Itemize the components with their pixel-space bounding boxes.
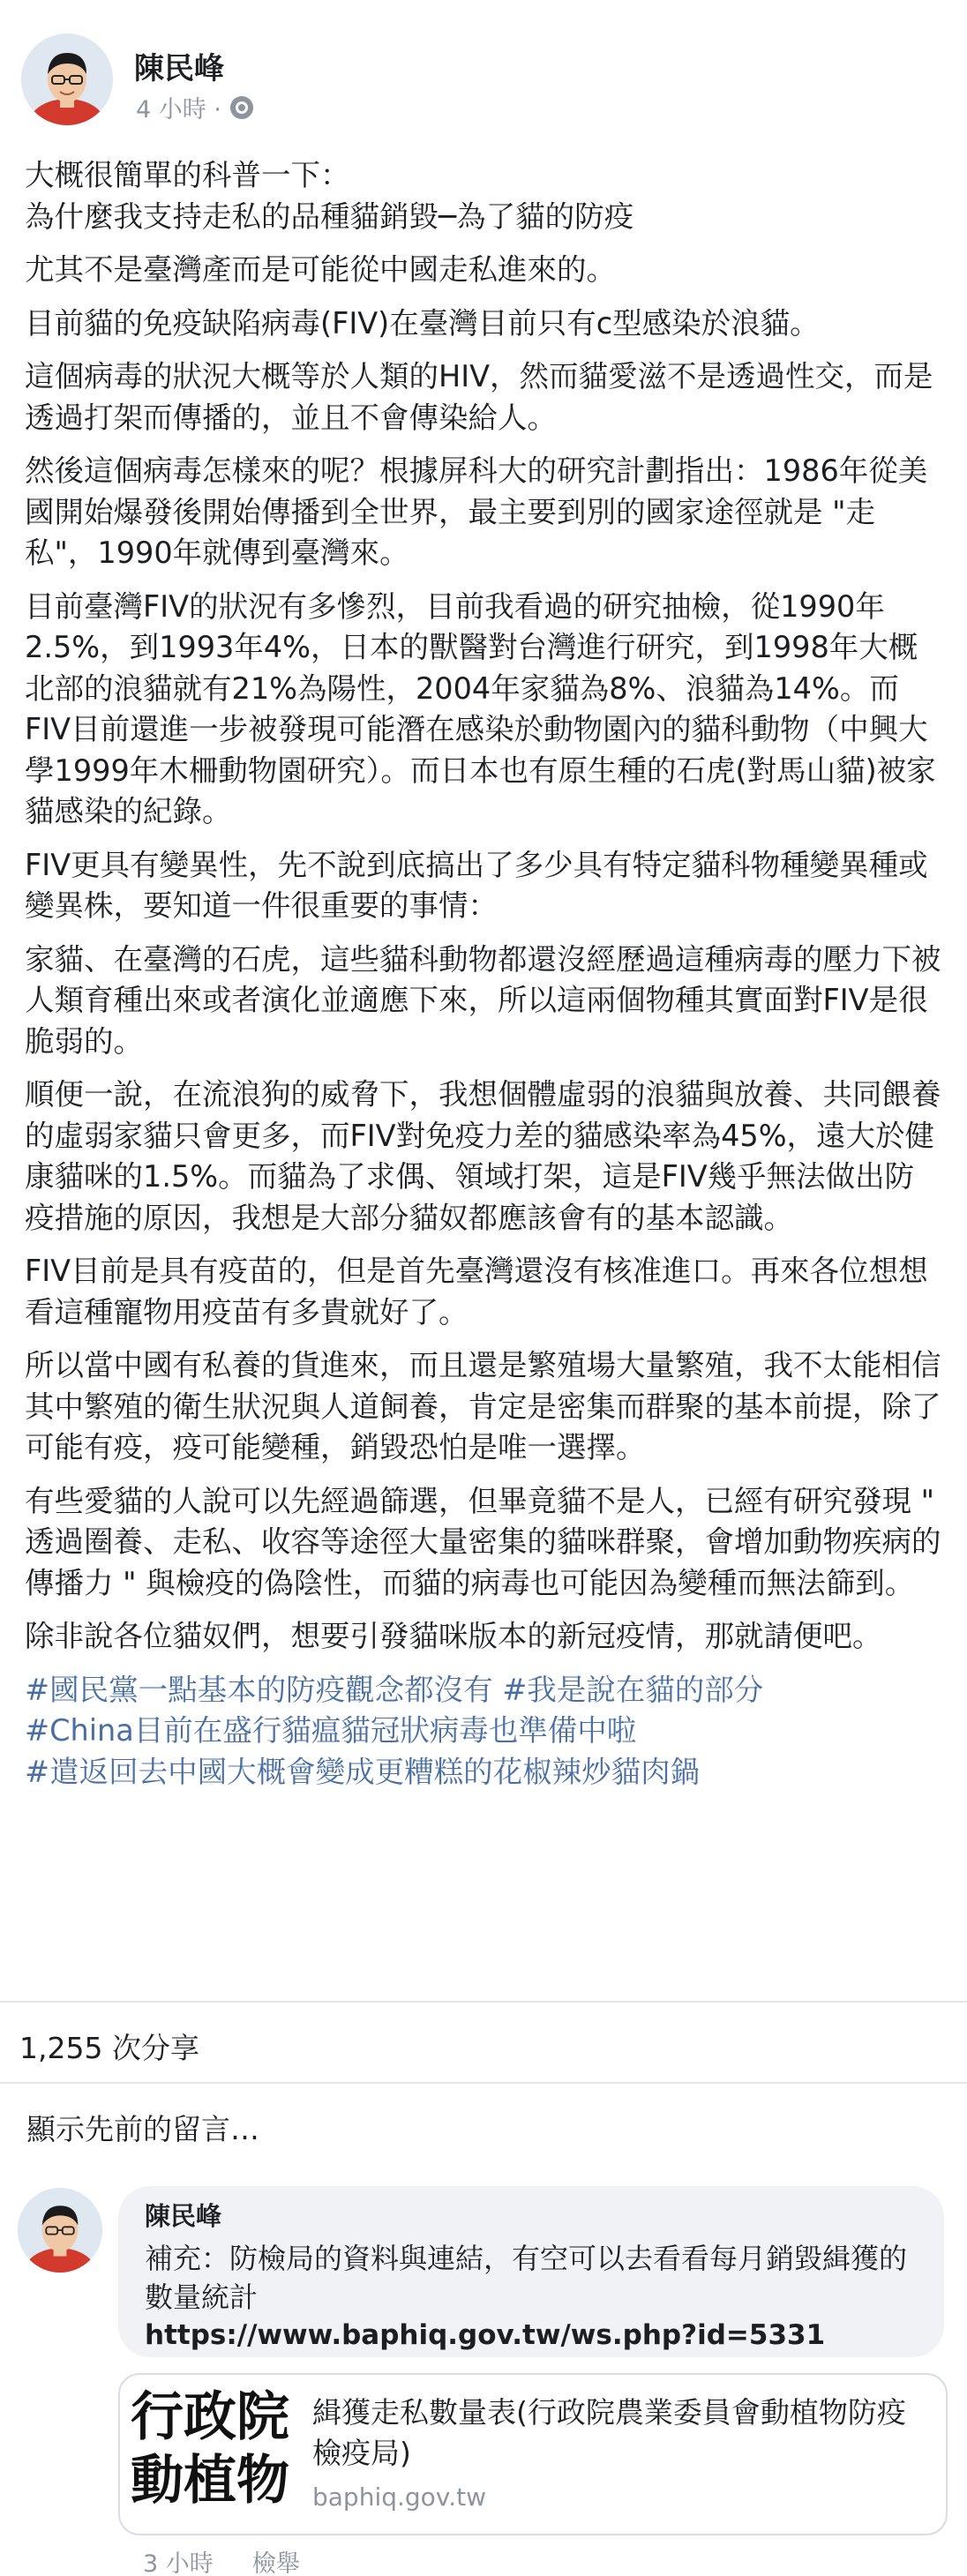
post-meta xyxy=(136,90,253,124)
post-paragraph: 目前臺灣FIV的狀況有多慘烈，目前我看過的研究抽檢，從1990年2.5%，到1993年4%，日本的獸醫對台灣進行研究，到1998年大概北部的浪貓就有21%為陽性，2004年家貓為8%、浪貓為14%。而FIV目前還進一步被發現可能潛在感染於動物園內的貓科動物（中興大學1999年木柵動物園研究）。而日本也有原生種的石虎(對馬山貓)被家貓感染的紀錄。 xyxy=(25,588,936,828)
hashtag-line[interactable]: #遣返回去中國大概會變成更糟糕的花椒辣炒貓肉鍋 xyxy=(25,1754,701,1789)
post-time[interactable]: 4 小時 · xyxy=(136,96,221,124)
link-title[interactable]: 緝獲走私數量表(行政院農業委員會動植物防疫檢疫局) xyxy=(312,2395,906,2470)
divider xyxy=(0,2001,967,2003)
comment-time[interactable]: 3 小時 xyxy=(143,2550,214,2576)
thumbnail-line: 動植物 xyxy=(131,2450,289,2512)
show-previous-comments[interactable]: 顯示先前的留言… xyxy=(26,2112,259,2146)
post-paragraphs xyxy=(25,155,942,1658)
commenter-avatar[interactable] xyxy=(18,2188,102,2273)
globe-icon xyxy=(230,96,253,119)
post-paragraph: FIV目前是具有疫苗的，但是首先臺灣還沒有核准進口。再來各位想想看這種寵物用疫苗有多貴就好了。 xyxy=(25,1254,928,1329)
thumbnail-text xyxy=(131,2385,296,2512)
comment-author[interactable]: 陳民峰 xyxy=(145,2201,222,2231)
post-paragraph: 家貓、在臺灣的石虎，這些貓科動物都還沒經歷過這種病毒的壓力下被人類育種出來或者演化並適應下來，所以這兩個物種其實面對FIV是很脆弱的。 xyxy=(25,941,941,1059)
post-paragraph: FIV更具有變異性，先不說到底搞出了多少具有特定貓科物種變異種或變異株，要知道一件很重要的事情： xyxy=(25,847,928,923)
hashtags xyxy=(25,1670,942,1793)
post-paragraph: 除非說各位貓奴們，想要引發貓咪版本的新冠疫情，那就請便吧。 xyxy=(25,1619,882,1653)
link-preview-card[interactable] xyxy=(118,2373,948,2535)
comment-bubble xyxy=(118,2186,944,2357)
post-paragraph: 尤其不是臺灣產而是可能從中國走私進來的。 xyxy=(25,252,616,287)
share-count[interactable]: 1,255 次分享 xyxy=(19,2031,199,2065)
post-body xyxy=(25,155,942,1793)
comment-link[interactable]: https://www.baphiq.gov.tw/ws.php?id=5331 xyxy=(145,2319,826,2351)
comment-actions xyxy=(143,2544,300,2576)
post-paragraph: 然後這個病毒怎樣來的呢？根據屏科大的研究計劃指出：1986年從美國開始爆發後開始傳播到全世界，最主要到別的國家途徑就是 "走私"，1990年就傳到臺灣來。 xyxy=(25,453,928,570)
post-paragraph: 大概很簡單的科普一下： 為什麼我支持走私的品種貓銷毀─為了貓的防疫 xyxy=(25,158,634,234)
author-avatar[interactable] xyxy=(21,34,113,125)
post-paragraph: 所以當中國有私養的貨進來，而且還是繁殖場大量繁殖，我不太能相信其中繁殖的衛生狀況與人道飼養，肯定是密集而群聚的基本前提，除了可能有疫，疫可能變種，銷毀恐怕是唯一選擇。 xyxy=(25,1348,941,1464)
divider xyxy=(0,2082,967,2084)
post-paragraph: 順便一說，在流浪狗的威脅下，我想個體虛弱的浪貓與放養、共同餵養的虛弱家貓只會更多，而FIV對免疫力差的貓感染率為45%，遠大於健康貓咪的1.5%。而貓為了求偶、領域打架，這是FIV幾乎無法做出防疫措施的原因，我想是大部分貓奴都應該會有的基本認識。 xyxy=(25,1077,941,1235)
hashtag-line[interactable]: #China目前在盛行貓瘟貓冠狀病毒也準備中啦 xyxy=(25,1713,637,1748)
link-domain: baphiq.gov.tw xyxy=(312,2482,486,2512)
post-paragraph: 目前貓的免疫缺陷病毒(FIV)在臺灣目前只有c型感染於浪貓。 xyxy=(25,305,820,341)
report-link[interactable]: 檢舉 xyxy=(251,2550,300,2576)
post-paragraph: 這個病毒的狀況大概等於人類的HIV，然而貓愛滋不是透過性交，而是透過打架而傳播的，並且不會傳染給人。 xyxy=(25,359,933,435)
link-thumbnail xyxy=(131,2385,296,2525)
thumbnail-line: 行政院 xyxy=(131,2386,289,2448)
author-name[interactable]: 陳民峰 xyxy=(134,51,224,86)
post-header xyxy=(21,34,946,131)
comment-text: 補充：防檢局的資料與連結，有空可以去看看每月銷毀緝獲的數量統計 xyxy=(145,2242,908,2314)
post-paragraph: 有些愛貓的人說可以先經過篩選，但畢竟貓不是人，已經有研究發現 " 透過圈養、走私、收容等途徑大量密集的貓咪群聚，會增加動物疾病的傳播力 " 與檢疫的偽陰性，而貓的病毒也可能因為變種而無法篩到。 xyxy=(25,1483,941,1600)
hashtag-line[interactable]: #國民黨一點基本的防疫觀念都沒有 #我是說在貓的部分 xyxy=(25,1672,764,1707)
